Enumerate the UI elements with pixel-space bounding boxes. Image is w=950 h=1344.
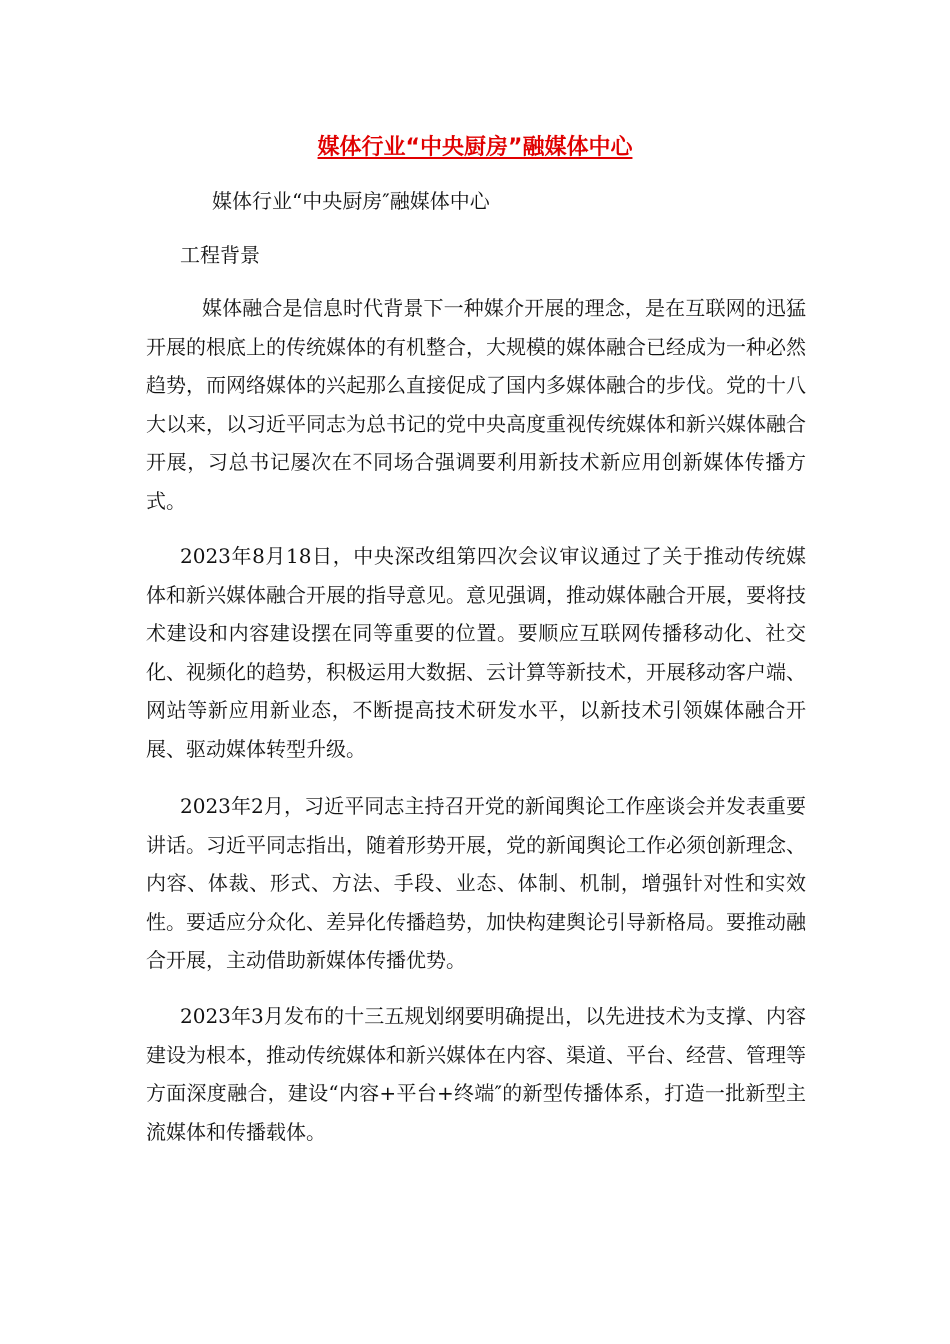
document-subtitle: 媒体行业“中央厨房″融媒体中心 [212,189,490,213]
paragraph-five-year-plan: 2023年3月发布的十三五规划纲要明确提出，以先进技术为支撑、内容建设为根本，推动传统媒体和新兴媒体在内容、渠道、平台、经营、管理等方面深度融合，建设“内容+平台+终端″的新型传播体系，打造一批新型主流媒体和传播载体。 [146,1004,806,1144]
document-title: 媒体行业“中央厨房”融媒体中心 [317,135,633,160]
section-heading: 工程背景 [180,243,260,267]
paragraph-background-intro: 媒体融合是信息时代背景下一种媒介开展的理念，是在互联网的迅猛开展的根底上的传统媒体的有机整合，大规模的媒体融合已经成为一种必然趋势，而网络媒体的兴起那么直接促成了国内多媒体融合的步伐。党的十八大以来，以习近平同志为总书记的党中央高度重视传统媒体和新兴媒体融合开展，习总书记屡次在不同场合强调要利用新技术新应用创新媒体传播方式。 [146,296,806,513]
paragraph-reform-meeting: 2023年8月18日，中央深改组第四次会议审议通过了关于推动传统媒体和新兴媒体融合开展的指导意见。意见强调，推动媒体融合开展，要将技术建设和内容建设摆在同等重要的位置。要顺应互联网传播移动化、社交化、视频化的趋势，积极运用大数据、云计算等新技术，开展移动客户端、网站等新应用新业态，不断提高技术研发水平，以新技术引领媒体融合开展、驱动媒体转型升级。 [146,544,806,761]
paragraph-news-symposium: 2023年2月，习近平同志主持召开党的新闻舆论工作座谈会并发表重要讲话。习近平同志指出，随着形势开展，党的新闻舆论工作必须创新理念、内容、体裁、形式、方法、手段、业态、体制、机制，增强针对性和实效性。要适应分众化、差异化传播趋势，加快构建舆论引导新格局。要推动融合开展，主动借助新媒体传播优势。 [146,794,806,972]
